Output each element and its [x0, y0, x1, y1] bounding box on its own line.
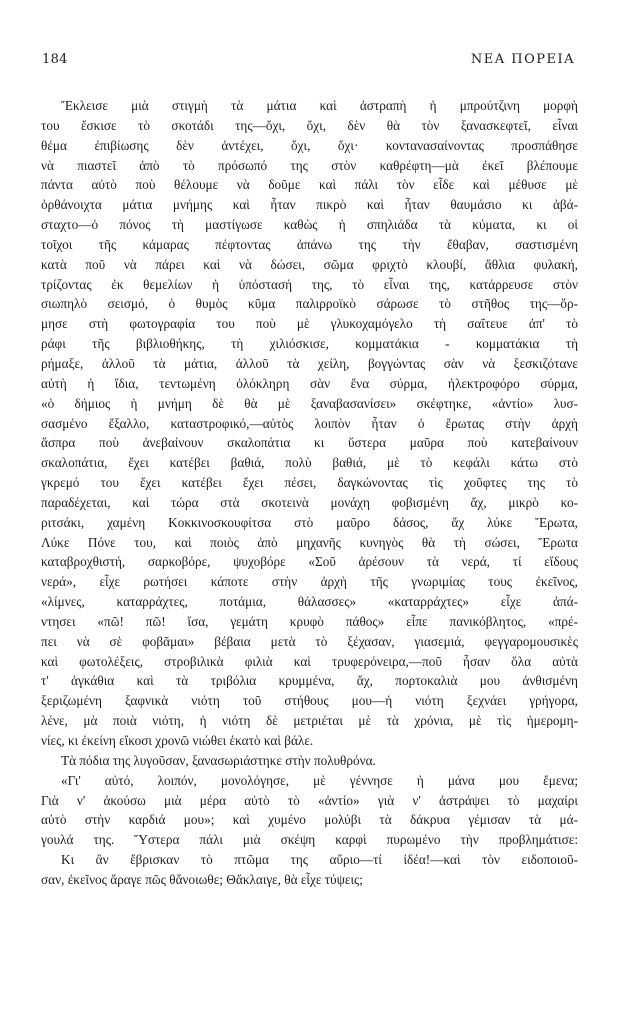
running-title: ΝΕΑ ΠΟΡΕΙΑ [470, 52, 575, 67]
text-line: καταβροχθιστή, σαρκοβόρε, ψυχοβόρε «Σοῦ ἀρέσουν τὰ νερά, τί εἴδους [41, 554, 578, 570]
text-line: ἄσπρα ποὺ ἀνεβαίνουν σκαλοπάτια κι ὕστερα μαῦρα ποὺ κατεβαίνουν [41, 435, 578, 451]
text-line: νερά», εἶχε ρωτήσει κάποτε στὴν ἀρχὴ τῆς γνωριμίας τους ἐκεῖνος, [41, 574, 578, 590]
text-line: ὀρθάνοιχτα μάτια μνήμης καὶ ἦταν πικρὸ καὶ ἦταν θαυμάσιο κι ἀβά- [41, 197, 578, 213]
text-line: θέμα ἐπιβίωσης δὲν ἀντέχει, ὄχι, ὄχι· κοντανασαίνοντας προσπάθησε [41, 137, 578, 153]
text-line: Λύκε Πόνε του, καὶ ποιὸς ἀπὸ μηχανῆς κυνηγὸς θὰ τὴ σώσει, Ἔρωτα [41, 534, 578, 550]
text-line: σαν, ἐκεῖνος ἄραγε πῶς θἄνοιωθε; Θἄκλαιγε, θὰ εἶχε τύψεις; [41, 871, 363, 887]
text-line: Ἔκλεισε μιὰ στιγμὴ τὰ μάτια καὶ ἀστραπὴ ἡ μπρούτζινη μορφὴ [61, 98, 578, 113]
text-line: ξεριζωμένη ξαφνικὰ νιότη τοῦ στήθους μου—ἡ νιότη ξεχνάει γρήγορα, [41, 693, 578, 709]
text-line: παραδέχεται, καὶ τώρα στὰ σκοτεινὰ μονάχη φοβισμένη ἄχ, μικρὸ κο- [41, 494, 578, 510]
text-line: μησε στὴ φωτογραφία του ποὺ μὲ γλυκοχαμόγελο τὴ σαΐτευε ἀπ' τὸ [41, 316, 578, 332]
text-line: σιωπηλὸ σεισμό, ὁ θυμὸς κῦμα παλιρροϊκὸ σάρωσε τὸ στῆθος της—ὅρ- [41, 296, 578, 312]
text-line: Τὰ πόδια της λυγοῦσαν, ξανασωριάστηκε στὴν πολυθρόνα. [61, 752, 376, 768]
text-line: νὰ πιαστεῖ ἀπὸ τὸ πρόσωπό της στὸν καθρέφτη—μὰ ἐκεῖ βλέπουμε [41, 157, 578, 173]
text-line: κατὰ ποῦ νὰ πάρει καὶ νὰ δώσει, σῶμα φριχτὸ κλουβί, ἄθλια φυλακή, [41, 256, 578, 272]
text-line: ράφι τῆς βιβλιοθήκης, τὴ χιλιόσκισε, κομματάκια - κομματάκια τὴ [41, 336, 578, 352]
text-line: τρίζοντας ἐκ θεμελίων ἡ ὑπόστασή της, τὸ εἶναι της, κατάρρευσε στὸν [41, 276, 578, 292]
text-line: πάντα αὐτὸ ποὺ θέλουμε νὰ δοῦμε καὶ πάλι τὸν εἶδε καὶ μέθυσε μὲ [41, 177, 578, 193]
body-text [41, 96, 578, 890]
text-line: σασμένο ἔξαλλο, καταστροφικό,—αὐτὸς λοιπὸν ἦταν ὁ ἔρωτας στὴν ἀρχὴ [41, 415, 578, 431]
text-line: αὐτὸ στὴν καρδιά μου»; καὶ χυμένο μολύβι τὰ δάκρυα γέμισαν τὰ μά- [41, 812, 578, 828]
text-line: σταχτο—ὁ πόνος τὴ μαστίγωσε καθὼς ἡ σπηλιάδα τὰ κύματα, κι οἱ [41, 217, 578, 233]
text-line: ρήμαξε, ἀλλοῦ τὰ μάτια, ἀλλοῦ τὰ χείλη, βογγώντας σὰν νὰ ξεσκιζότανε [41, 355, 578, 371]
text-line: λένε, μὰ ποιὰ νιότη, ἡ νιότη δὲ μετριέται μὲ τὰ χρόνια, μὲ τὶς ἡμερομη- [41, 713, 578, 729]
text-line: τοῖχοι τῆς κάμαρας πέφτοντας ἀπάνω της τὴν ἔθαβαν, σαστισμένη [41, 236, 578, 252]
text-line: τ' ἀγκάθια καὶ τὰ τριβόλια κρυμμένα, ἄχ, πορτοκαλιὰ μου ἀνθισμένη [41, 673, 578, 689]
text-line: Κι ἂν ἔβρισκαν τὸ πτῶμα της αὔριο—τί ἰδέα!—καὶ τὸν ειδοποιοῦ- [61, 852, 578, 868]
text-line: καὶ φωτολέξεις, στροβιλικὰ φιλιὰ καὶ τρυφερόνειρα,—ποῦ ἦσαν ὅλα αὐτὰ [41, 653, 578, 669]
text-line: γουλά της. Ὕστερα πάλι μιὰ σκέψη καρφὶ πυρωμένο τὴν προβλημάτισε: [41, 832, 578, 848]
text-line: «λίμνες, καταρράχτες, ποτάμια, θάλασσες» «καταρράχτες» εἶχε ἀπά- [41, 594, 578, 610]
text-line: πει νὰ σὲ φοβᾶμαι» βέβαια μετὰ τὸ ξέχασαν, γιασεμιά, φεγγαρομουσικὲς [41, 633, 578, 649]
text-line: σκαλοπάτια, ἔχει κατέβει βαθιά, πολὺ βαθιά, μὲ τὸ κεφάλι κάτω στὸ [41, 455, 578, 471]
text-line: «ὁ δήμιος ἡ μνήμη δὲ θὰ μὲ ξαναβασανίσει» σκέφτηκε, «ἀντίο» λυσ- [41, 395, 578, 411]
text-line: «Γι' αὐτό, λοιπόν, μονολόγησε, μὲ γέννησε ἡ μάνα μου ἔμενα; [61, 772, 578, 788]
page-header [42, 52, 575, 72]
text-line: ντησει «πῶ! πῶ! ἴσα, γεμάτη κρυφὸ πάθος» εἶπε πανικόβλητος, «πρέ- [41, 613, 578, 629]
text-line: ριτσάκι, χαμένη Κοκκινοσκουφίτσα στὸ μαῦρο δάσος, ἄχ λύκε Ἔρωτα, [41, 514, 578, 530]
text-line: αὐτὴ ἡ ἴδια, τεντωμένη ὁλόκληρη σὰν ἕνα σύρμα, ἠλεκτροφόρο σύρμα, [41, 375, 578, 391]
text-line: γκρεμό του ἔχει κατέβει ἔχει πέσει, δαγκώνοντας τὶς χοῦφτες της τὸ [41, 475, 578, 491]
text-line: νίες, κι ἐκείνη εἴκοσι χρονῶ νιώθει ἑκατὸ καὶ βάλε. [41, 733, 314, 748]
text-line: Γιὰ ν' ἀκούσω μιὰ μέρα αὐτὸ τὸ «ἀντίο» γιὰ ν' ἀστράψει τὸ μαχαίρι [41, 792, 578, 808]
text-line: του ἔσκισε τὸ σκοτάδι της—ὄχι, ὄχι, δὲν θὰ τὸν ξανασκεφτεῖ, εἶναι [41, 117, 578, 133]
page-number: 184 [42, 52, 68, 67]
